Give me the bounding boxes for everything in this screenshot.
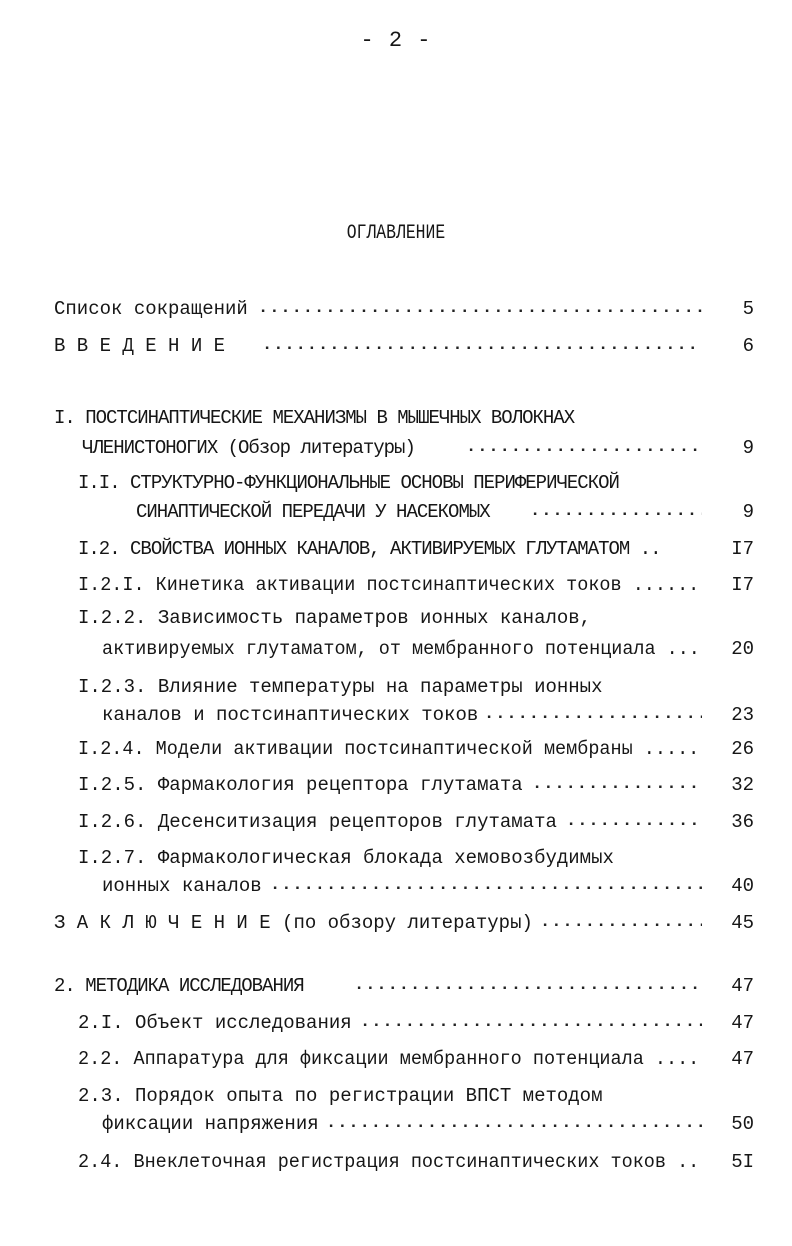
leader-dots xyxy=(258,296,702,322)
toc-entry-text: З А К Л Ю Ч Е Н И Е (по обзору литературы) xyxy=(54,912,533,934)
toc-entry[interactable] xyxy=(0,1010,792,1036)
toc-entry-text: I.2.4. Модели активации постсинаптической мембраны ..... xyxy=(78,738,700,760)
toc-entry-page: I7 xyxy=(731,574,754,596)
toc-entry-text: каналов и постсинаптических токов xyxy=(102,704,479,726)
toc-entry[interactable] xyxy=(0,435,792,461)
toc-entry[interactable] xyxy=(0,809,792,835)
toc-entry[interactable] xyxy=(0,536,792,562)
toc-entry[interactable] xyxy=(0,470,792,496)
toc-entry-text: I.2. СВОЙСТВА ИОННЫХ КАНАЛОВ, АКТИВИРУЕМЫХ ГЛУТАМАТОМ .. xyxy=(78,538,661,560)
toc-entry[interactable] xyxy=(0,405,792,431)
toc-title: ОГЛАВЛЕНИЕ xyxy=(346,222,446,245)
page-number: - 2 - xyxy=(360,28,432,53)
toc-entry-text: Список сокращений xyxy=(54,298,248,320)
toc-entry-page: I7 xyxy=(731,538,754,560)
toc-entry-page: 9 xyxy=(742,501,754,523)
toc-entry[interactable] xyxy=(0,702,792,728)
toc-entry-text: 2.I. Объект исследования xyxy=(78,1012,352,1034)
toc-entry-page: 5 xyxy=(742,298,754,320)
toc-entry-text: 2. МЕТОДИКА ИССЛЕДОВАНИЯ xyxy=(54,975,304,997)
toc-entry[interactable] xyxy=(0,1083,792,1109)
toc-entry-page: 20 xyxy=(731,638,754,660)
toc-entry-text: ионных каналов xyxy=(102,875,262,897)
toc-entry-text: ЧЛЕНИСТОНОГИХ (Обзор литературы) xyxy=(82,437,415,459)
toc-entry-page: 47 xyxy=(731,975,754,997)
toc-entry[interactable] xyxy=(0,973,792,999)
toc-entry-page: 40 xyxy=(731,875,754,897)
toc-entry[interactable] xyxy=(0,636,792,662)
toc-entry[interactable] xyxy=(0,296,792,322)
leader-dots xyxy=(326,1111,702,1137)
leader-dots xyxy=(262,333,702,359)
toc-entry[interactable] xyxy=(0,910,792,936)
toc-entry-page: 45 xyxy=(731,912,754,934)
toc-entry[interactable] xyxy=(0,499,792,525)
leader-dots xyxy=(360,1010,702,1036)
toc-entry-text: I.2.3. Влияние температуры на параметры ионных xyxy=(78,676,603,698)
toc-entry[interactable] xyxy=(0,674,792,700)
leader-dots xyxy=(466,435,702,461)
toc-entry-text: активируемых глутаматом, от мембранного потенциала ... xyxy=(102,638,700,660)
toc-entry-text: I.2.6. Десенситизация рецепторов глутамата xyxy=(78,811,557,833)
leader-dots xyxy=(532,772,702,798)
leader-dots xyxy=(270,873,702,899)
toc-entry[interactable] xyxy=(0,1111,792,1137)
toc-entry-text: I.I. СТРУКТУРНО-ФУНКЦИОНАЛЬНЫЕ ОСНОВЫ ПЕРИФЕРИЧЕСКОЙ xyxy=(78,472,619,494)
toc-entry[interactable] xyxy=(0,772,792,798)
toc-entry[interactable] xyxy=(0,736,792,762)
toc-entry-page: 50 xyxy=(731,1113,754,1135)
leader-dots xyxy=(484,702,702,728)
toc-entry-page: 47 xyxy=(731,1048,754,1070)
toc-entry[interactable] xyxy=(0,1046,792,1072)
toc-entry-page: 9 xyxy=(742,437,754,459)
toc-entry-text: 2.2. Аппаратура для фиксации мембранного потенциала .... xyxy=(78,1048,700,1070)
toc-entry-text: I.2.7. Фармакологическая блокада хемовозбудимых xyxy=(78,847,614,869)
toc-entry[interactable] xyxy=(0,1149,792,1175)
leader-dots xyxy=(530,499,702,525)
leader-dots xyxy=(354,973,702,999)
toc-entry-page: 23 xyxy=(731,704,754,726)
toc-entry-page: 6 xyxy=(742,335,754,357)
toc-entry-text: I. ПОСТСИНАПТИЧЕСКИЕ МЕХАНИЗМЫ В МЫШЕЧНЫХ ВОЛОКНАХ xyxy=(54,407,575,429)
toc-entry-text: фиксации напряжения xyxy=(102,1113,319,1135)
toc-entry[interactable] xyxy=(0,845,792,871)
toc-entry-text: I.2.5. Фармакология рецептора глутамата xyxy=(78,774,523,796)
toc-entry-text: I.2.I. Кинетика активации постсинаптических токов ...... xyxy=(78,574,700,596)
leader-dots xyxy=(566,809,702,835)
toc-entry[interactable] xyxy=(0,572,792,598)
toc-entry-text: I.2.2. Зависимость параметров ионных каналов, xyxy=(78,607,592,629)
toc-entry-page: 32 xyxy=(731,774,754,796)
leader-dots xyxy=(540,910,702,936)
toc-entry-page: 5I xyxy=(731,1151,754,1173)
toc-entry-text: 2.4. Внеклеточная регистрация постсинаптических токов .. xyxy=(78,1151,700,1173)
toc-entry-text: 2.3. Порядок опыта по регистрации ВПСТ методом xyxy=(78,1085,603,1107)
toc-entry[interactable] xyxy=(0,333,792,359)
toc-entry-text: СИНАПТИЧЕСКОЙ ПЕРЕДАЧИ У НАСЕКОМЫХ xyxy=(136,501,490,523)
toc-entry[interactable] xyxy=(0,605,792,631)
toc-entry-page: 47 xyxy=(731,1012,754,1034)
toc-entry-page: 26 xyxy=(731,738,754,760)
toc-entry-page: 36 xyxy=(731,811,754,833)
toc-entry[interactable] xyxy=(0,873,792,899)
toc-entry-text: В В Е Д Е Н И Е xyxy=(54,335,226,357)
